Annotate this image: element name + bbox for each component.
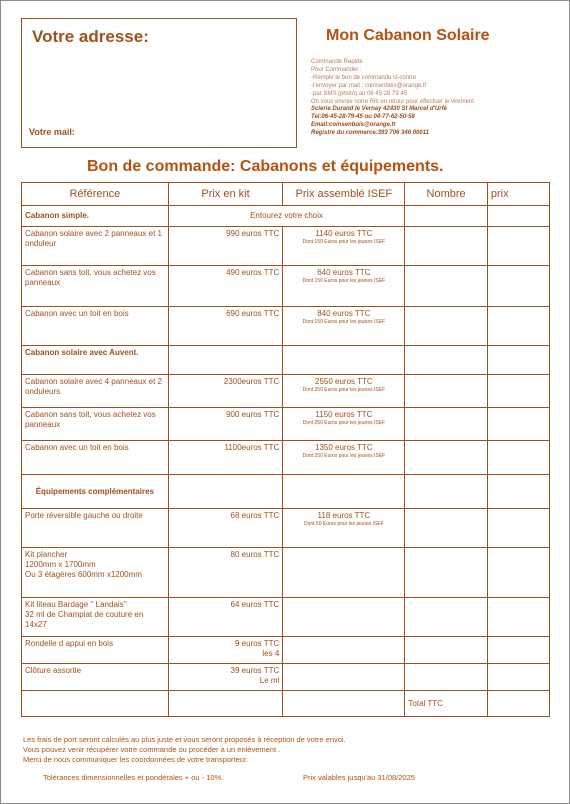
item-reference: Kit plancher 1200mm x 1700mm Ou 3 étagères 600mm x1200mm (22, 548, 169, 598)
quantity-cell[interactable] (405, 509, 487, 548)
quantity-cell[interactable] (405, 346, 487, 375)
empty-cell (168, 475, 283, 509)
section-title: Cabanon solaire avec Auvent. (22, 346, 169, 375)
assembled-note: Dont 150 Euros pour les jeunes ISEF (302, 278, 386, 284)
assembled-price: 1350 euros TTC (315, 443, 373, 452)
quantity-cell[interactable] (405, 266, 487, 307)
price-cell[interactable] (487, 637, 549, 664)
section-note: Entourez votre choix (168, 206, 405, 227)
col-kit-price: Prix en kit (168, 183, 283, 206)
empty-cell (283, 691, 405, 717)
assembled-price: 118 euros TTC (317, 511, 371, 520)
price-cell[interactable] (487, 509, 549, 548)
kit-price: 2300euros TTC (168, 375, 283, 408)
price-cell[interactable] (487, 598, 549, 637)
quantity-cell[interactable] (405, 548, 487, 598)
section-title: Équipements complémentaires (22, 475, 169, 509)
quantity-cell[interactable] (405, 408, 487, 441)
table-row (22, 408, 550, 441)
brand-title: Mon Cabanon Solaire (326, 27, 490, 44)
footer-notes (23, 735, 346, 765)
company-phone: Tel:06-45-28-79-45 ou 04-77-62-50-58 (311, 114, 415, 121)
empty-cell (283, 637, 405, 664)
price-cell[interactable] (487, 227, 549, 266)
form-heading: Bon de commande: Cabanons et équipements. (87, 158, 444, 175)
item-reference: Cabanon sans toit, vous achetez vos panneaux (22, 266, 169, 307)
info-line: -par SMS (photo) au 06 45 28 79 45 (311, 90, 408, 97)
footer-line: Les frais de port seront calculés au plus juste et vous seront proposés à réception de votre envoi. (23, 735, 346, 744)
price-cell[interactable] (487, 375, 549, 408)
contact-info (311, 59, 474, 138)
empty-cell (168, 346, 283, 375)
price-cell[interactable] (487, 548, 549, 598)
assembled-note: Dont 150 Euros pour les jeunes ISEF (302, 319, 386, 325)
price-cell[interactable] (487, 206, 549, 227)
kit-price: 990 euros TTC (168, 227, 283, 266)
item-reference: Clôture assortie (22, 664, 169, 691)
empty-cell (283, 664, 405, 691)
quantity-cell[interactable] (405, 227, 487, 266)
price-cell[interactable] (487, 441, 549, 475)
price-cell[interactable] (487, 475, 549, 509)
assembled-price-cell (283, 307, 405, 346)
kit-price: 1100euros TTC (168, 441, 283, 475)
info-line: -Remplir le bon de commande ci-contre (311, 74, 417, 81)
address-box[interactable] (21, 18, 297, 148)
kit-price: 64 euros TTC (168, 598, 283, 637)
item-reference: Cabanon solaire avec 4 panneaux et 2 onduleurs (22, 375, 169, 408)
table-row (22, 441, 550, 475)
section-title: Cabanon simple. (22, 206, 169, 227)
item-reference: Cabanon avec un toit en bois (22, 307, 169, 346)
assembled-note: Dont 250 Euros pour les jeunes ISEF (302, 420, 386, 426)
item-reference: Rondelle d appui en bois (22, 637, 169, 664)
tolerance-note: Tolérances dimensionnelles et pondérales + ou - 10%. (43, 773, 224, 782)
assembled-price-cell (283, 375, 405, 408)
table-row (22, 598, 550, 637)
quantity-cell[interactable] (405, 475, 487, 509)
table-row (22, 266, 550, 307)
info-line: Pour Commander : (311, 66, 362, 73)
info-line: Commande Rapide (311, 59, 363, 65)
quantity-cell[interactable] (405, 375, 487, 408)
quantity-cell[interactable] (405, 637, 487, 664)
kit-price: 80 euros TTC (168, 548, 283, 598)
table-row (22, 307, 550, 346)
total-price-cell[interactable] (487, 691, 549, 717)
price-cell[interactable] (487, 346, 549, 375)
assembled-price: 640 euros TTC (317, 268, 371, 277)
empty-cell (168, 691, 283, 717)
assembled-note: Dont 250 Euros pour les jeunes ISEF (302, 453, 386, 459)
company-email: Email:coinsenbois@orange.fr (311, 122, 396, 129)
company-address: Scierie Durand le Vernay 42430 St Marcel d'Urfé (311, 106, 447, 113)
validity-note: Prix valables jusqu'au 31/08/2025 (303, 773, 415, 782)
quantity-cell[interactable] (405, 307, 487, 346)
table-row (22, 375, 550, 408)
assembled-note: Dont 50 Euros pour les jeunes ISEF (303, 521, 384, 527)
quantity-cell[interactable] (405, 206, 487, 227)
order-table (21, 182, 550, 717)
empty-cell (22, 691, 169, 717)
col-reference: Référence (22, 183, 169, 206)
kit-price: 9 euros TTC les 4 (168, 637, 283, 664)
empty-cell (283, 346, 405, 375)
assembled-price-cell (283, 266, 405, 307)
item-reference: Porte réversible gauche ou droite (22, 509, 169, 548)
price-cell[interactable] (487, 307, 549, 346)
table-row (22, 509, 550, 548)
item-reference: Cabanon sans toit, vous achetez vos panneaux (22, 408, 169, 441)
table-row (22, 206, 550, 227)
kit-price: 68 euros TTC (168, 509, 283, 548)
table-row (22, 475, 550, 509)
assembled-price: 2550 euros TTC (315, 377, 373, 386)
footer-line: Vous pouvez venir récupérer votre commande ou procéder à un enlèvement . (23, 745, 281, 754)
item-reference: Cabanon solaire avec 2 panneaux et 1 onduleur (22, 227, 169, 266)
item-reference: Cabanon avec un toit en bois (22, 441, 169, 475)
kit-price: 900 euros TTC (168, 408, 283, 441)
price-cell[interactable] (487, 266, 549, 307)
kit-price: 39 euros TTC Le ml (168, 664, 283, 691)
kit-price: 690 euros TTC (168, 307, 283, 346)
assembled-price-cell (283, 441, 405, 475)
col-assembled-price: Prix assemblé ISEF (283, 183, 405, 206)
assembled-price: 840 euros TTC (317, 309, 371, 318)
col-price: prix (487, 183, 549, 206)
info-line: -l'envoyer par mail : coinsenbois@orange.fr (311, 82, 427, 89)
assembled-price-cell (283, 509, 405, 548)
info-line: On vous envoie notre Rib en retour pour effectuer le virement (311, 98, 474, 105)
empty-cell (283, 548, 405, 598)
table-row (22, 691, 550, 717)
item-reference: Kit liteau Bardage '' Landais'' 32 ml de Champlat de couture en 14x27 (22, 598, 169, 637)
table-header-row (22, 183, 550, 206)
address-title: Votre adresse: (32, 27, 149, 46)
assembled-note: Dont 150 Euros pour les jeunes ISEF (302, 239, 386, 245)
kit-price: 490 euros TTC (168, 266, 283, 307)
assembled-note: Dont 250 Euros pour les jeunes ISEF (302, 387, 386, 393)
table-row (22, 548, 550, 598)
assembled-price: 1150 euros TTC (315, 410, 373, 419)
quantity-cell[interactable] (405, 441, 487, 475)
mail-label: Votre mail: (29, 127, 75, 137)
empty-cell (283, 475, 405, 509)
price-cell[interactable] (487, 664, 549, 691)
total-label: Total TTC (405, 691, 487, 717)
company-registry: Registre du commerce:393 706 346 00011 (311, 130, 429, 137)
table-row (22, 637, 550, 664)
price-cell[interactable] (487, 408, 549, 441)
assembled-price: 1140 euros TTC (315, 229, 373, 238)
table-row (22, 664, 550, 691)
col-quantity: Nombre (405, 183, 487, 206)
quantity-cell[interactable] (405, 664, 487, 691)
table-row (22, 346, 550, 375)
footer-line: Merci de nous communiquer les coordonnées de votre transporteur. (23, 755, 249, 764)
table-row (22, 227, 550, 266)
quantity-cell[interactable] (405, 598, 487, 637)
assembled-price-cell (283, 408, 405, 441)
assembled-price-cell (283, 227, 405, 266)
empty-cell (283, 598, 405, 637)
